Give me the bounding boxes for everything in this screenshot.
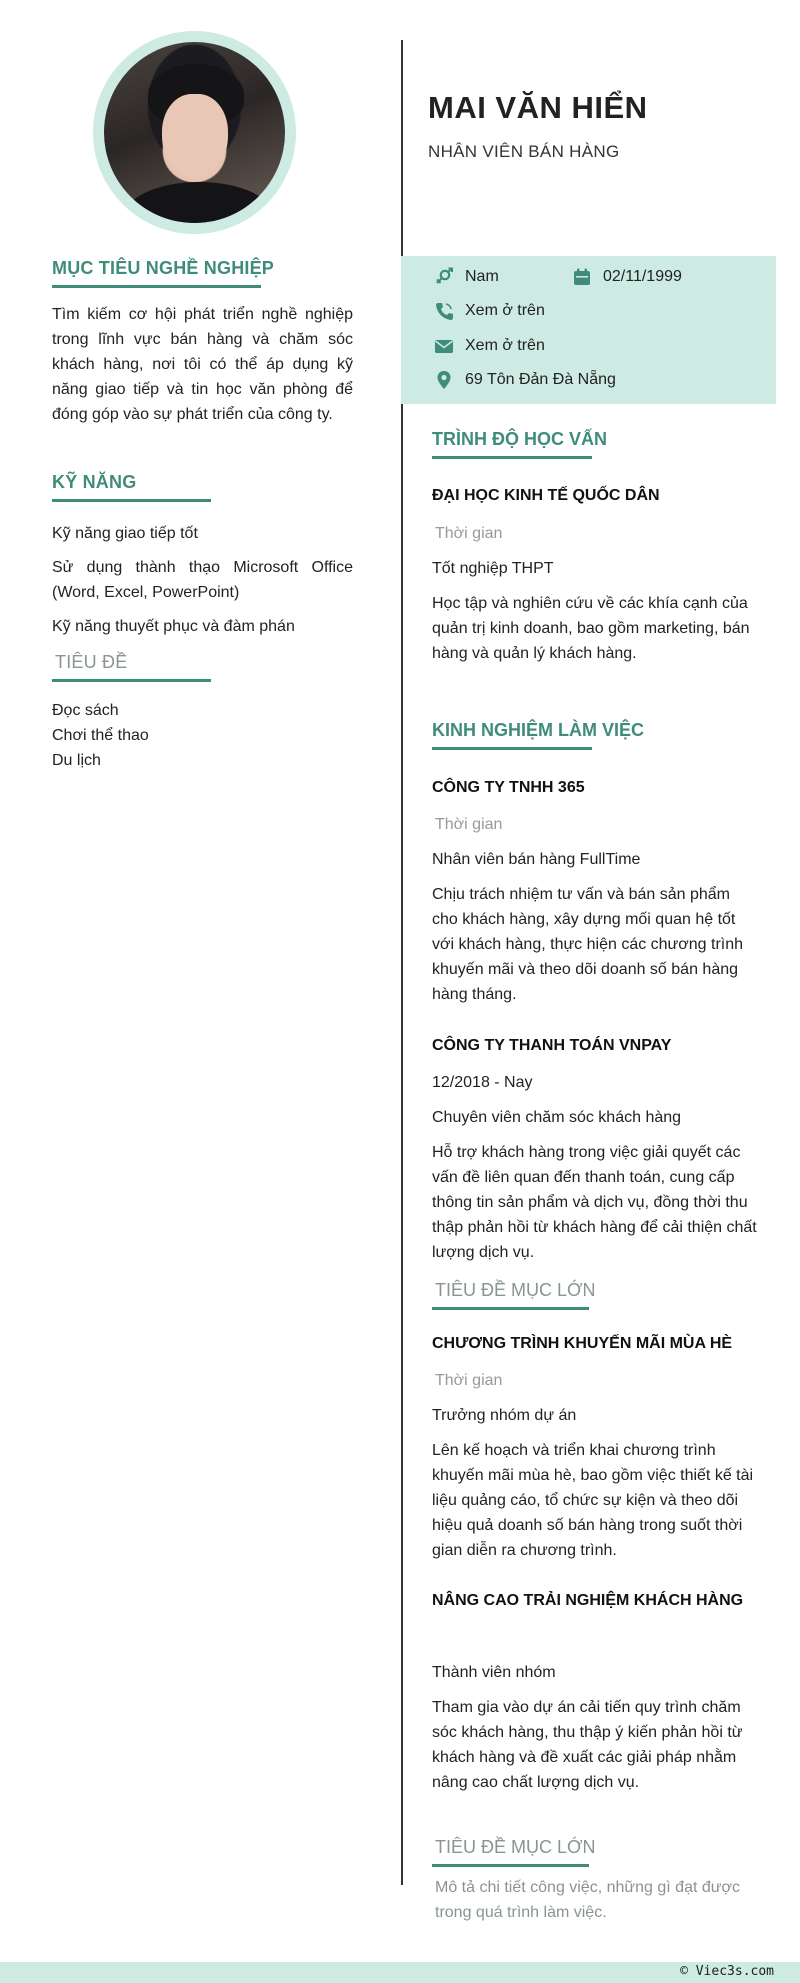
extra-underline — [432, 1864, 589, 1867]
project-role: Thành viên nhóm — [432, 1664, 556, 1681]
project-role: Trưởng nhóm dự án — [432, 1407, 577, 1424]
job-company: CÔNG TY TNHH 365 — [432, 779, 585, 796]
experience-section — [432, 720, 757, 750]
project-desc: Lên kế hoạch và triển khai chương trình khuyến mãi mùa hè, bao gồm việc thiết kế tài liệu quảng cáo, tổ chức sự kiện và theo dõi hiệu quả doanh số bán hàng trong suốt thời gian diễn ra chương trình. — [432, 1442, 754, 1559]
education-degree: Tốt nghiệp THPT — [432, 560, 554, 577]
hobby-item: Chơi thể thao — [52, 727, 149, 744]
education-period: Thời gian — [435, 525, 503, 542]
phone-value: Xem ở trên — [465, 302, 545, 319]
email-icon — [434, 336, 454, 356]
birthday-row — [572, 267, 682, 287]
footer-credit: © Viec3s.com — [680, 1964, 774, 1979]
job-period: Thời gian — [435, 816, 503, 833]
objective-underline — [52, 285, 261, 288]
project-name: CHƯƠNG TRÌNH KHUYẾN MÃI MÙA HÈ — [432, 1335, 733, 1352]
skill-item: Sử dụng thành thạo Microsoft Office (Word, Excel, PowerPoint) — [52, 559, 353, 601]
job-desc: Hỗ trợ khách hàng trong việc giải quyết các vấn đề liên quan đến thanh toán, cung cấp thông tin sản phẩm và dịch vụ, đồng thời thu thập phản hồi từ khách hàng để cải thiện chất lượng dịch vụ. — [432, 1144, 757, 1261]
extra-section — [435, 1837, 760, 1867]
skills-title: KỸ NĂNG — [52, 472, 137, 492]
job-company: CÔNG TY THANH TOÁN VNPAY — [432, 1037, 672, 1054]
hobby-item: Du lịch — [52, 752, 101, 769]
footer-bar — [0, 1962, 800, 1983]
candidate-name: MAI VĂN HIỂN — [428, 90, 648, 125]
education-school: ĐẠI HỌC KINH TẾ QUỐC DÂN — [432, 487, 660, 504]
gender-row — [434, 267, 499, 287]
projects-underline — [432, 1307, 589, 1310]
gender-icon — [434, 267, 454, 287]
skills-underline — [52, 499, 211, 502]
contact-panel — [401, 256, 776, 404]
experience-underline — [432, 747, 592, 750]
hobbies-title: TIÊU ĐỀ — [55, 652, 128, 672]
hobbies-section — [52, 652, 353, 773]
job-period: 12/2018 - Nay — [432, 1074, 533, 1091]
project-desc: Tham gia vào dự án cải tiến quy trình chăm sóc khách hàng, thu thập ý kiến phản hồi từ khách hàng và đề xuất các giải pháp nhằm nâng cao chất lượng dịch vụ. — [432, 1699, 743, 1791]
skill-item: Kỹ năng giao tiếp tốt — [52, 525, 198, 542]
email-value: Xem ở trên — [465, 337, 545, 354]
location-icon — [434, 370, 454, 390]
calendar-icon — [572, 267, 592, 287]
projects-title: TIÊU ĐỀ MỤC LỚN — [435, 1280, 596, 1300]
objective-section — [52, 258, 353, 427]
address-row — [434, 370, 616, 390]
job-desc: Chịu trách nhiệm tư vấn và bán sản phẩm cho khách hàng, xây dựng mối quan hệ tốt với khách hàng, thực hiện các chương trình khuyến mãi và theo dõi doanh số bán hàng hàng tháng. — [432, 886, 744, 1003]
hobbies-underline — [52, 679, 211, 682]
extra-title: TIÊU ĐỀ MỤC LỚN — [435, 1837, 596, 1857]
education-section — [432, 429, 757, 459]
skill-item: Kỹ năng thuyết phục và đàm phán — [52, 618, 295, 635]
job-role: Chuyên viên chăm sóc khách hàng — [432, 1109, 682, 1126]
skills-section — [52, 472, 353, 639]
address-value: 69 Tôn Đản Đà Nẵng — [465, 371, 616, 388]
education-desc: Học tập và nghiên cứu về các khía cạnh của quản trị kinh doanh, bao gồm marketing, bán hàng và quản lý khách hàng. — [432, 595, 750, 662]
phone-row — [434, 301, 545, 321]
project-name: NÂNG CAO TRẢI NGHIỆM KHÁCH HÀNG — [432, 1592, 744, 1609]
birthday-value: 02/11/1999 — [603, 268, 682, 285]
projects-section — [435, 1280, 760, 1310]
email-row — [434, 336, 545, 356]
job-role: Nhân viên bán hàng FullTime — [432, 851, 641, 868]
education-title: TRÌNH ĐỘ HỌC VẤN — [432, 429, 607, 449]
phone-icon — [434, 301, 454, 321]
objective-title: MỤC TIÊU NGHỀ NGHIỆP — [52, 258, 275, 278]
extra-desc: Mô tả chi tiết công việc, những gì đạt được trong quá trình làm việc. — [435, 1879, 740, 1921]
education-underline — [432, 456, 592, 459]
gender-value: Nam — [465, 268, 499, 285]
project-period: Thời gian — [435, 1372, 503, 1389]
candidate-job-title: NHÂN VIÊN BÁN HÀNG — [428, 142, 620, 161]
experience-title: KINH NGHIỆM LÀM VIỆC — [432, 720, 645, 740]
hobby-item: Đọc sách — [52, 702, 119, 719]
avatar — [104, 42, 285, 223]
objective-text: Tìm kiếm cơ hội phát triển nghề nghiệp trong lĩnh vực bán hàng và chăm sóc khách hàng, nơi tôi có thể áp dụng kỹ năng giao tiếp và tin học văn phòng để đóng góp vào sự phát triển của công ty. — [52, 306, 353, 423]
